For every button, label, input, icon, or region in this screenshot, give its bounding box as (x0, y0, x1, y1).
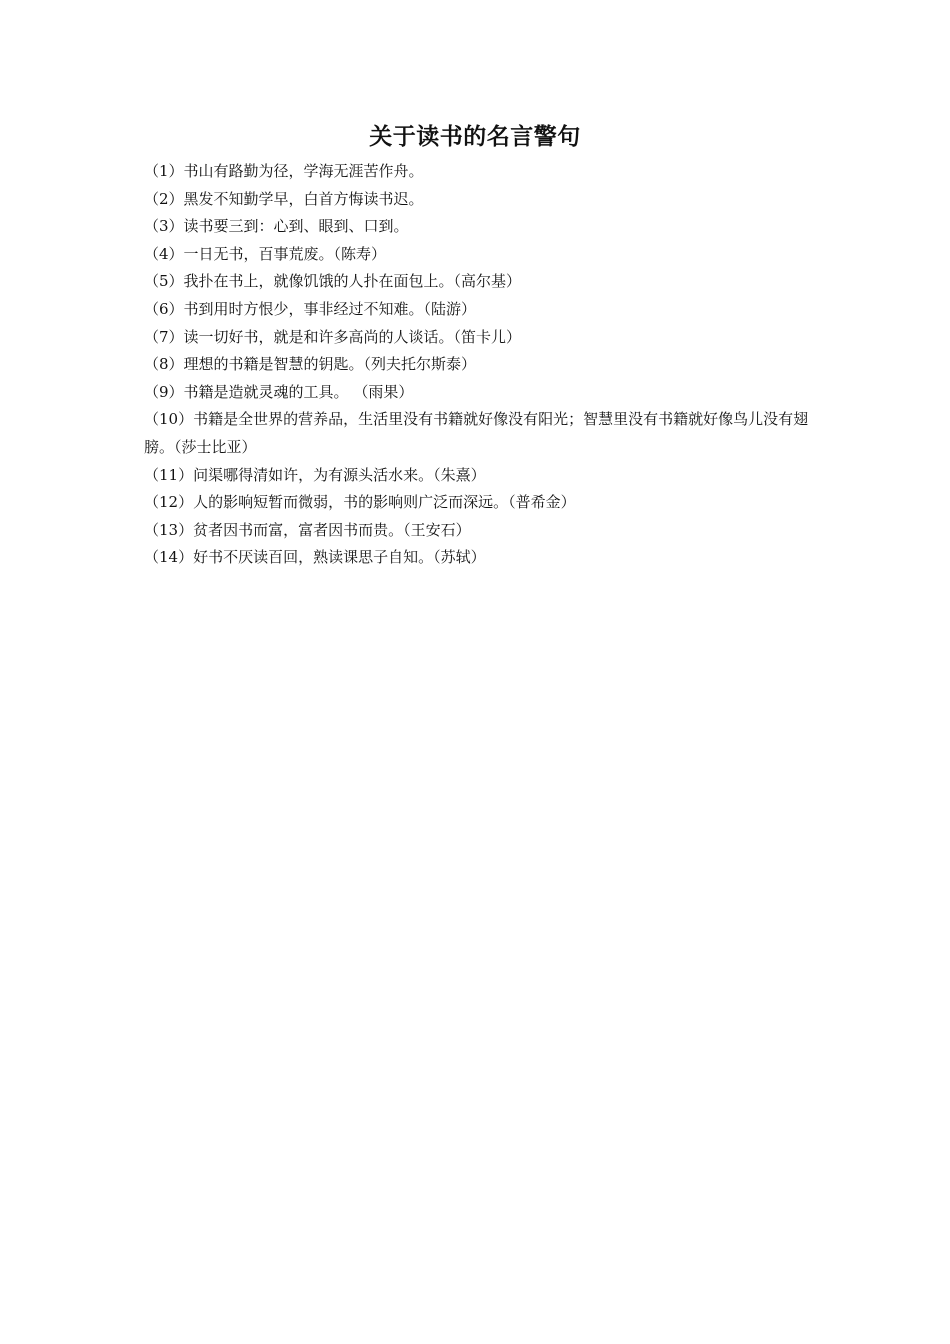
list-item: （2）黑发不知勤学早，白首方悔读书迟。 (144, 189, 424, 208)
list-item: （14）好书不厌读百回，熟读课思子自知。（苏轼） (144, 548, 486, 567)
list-item: （5）我扑在书上，就像饥饿的人扑在面包上。（高尔基） (144, 272, 522, 291)
list-item: （7）读一切好书，就是和许多高尚的人谈话。（笛卡儿） (144, 327, 522, 346)
list-item: （6）书到用时方恨少，事非经过不知难。（陆游） (144, 299, 477, 318)
list-item: （12）人的影响短暂而微弱，书的影响则广泛而深远。（普希金） (144, 493, 576, 512)
list-item: （11）问渠哪得清如许，为有源头活水来。（朱熹） (144, 465, 486, 484)
quote-list (144, 158, 812, 572)
list-item: （9）书籍是造就灵魂的工具。 （雨果） (144, 382, 414, 401)
list-item: （3）读书要三到：心到、眼到、口到。 (144, 217, 409, 236)
list-item: （10）书籍是全世界的营养品，生活里没有书籍就好像没有阳光；智慧里没有书籍就好像鸟儿没有翅膀。（莎士比亚） (144, 410, 809, 456)
list-item: （8）理想的书籍是智慧的钥匙。（列夫托尔斯泰） (144, 355, 477, 374)
list-item: （1）书山有路勤为径，学海无涯苦作舟。 (144, 162, 424, 180)
list-item: （13）贫者因书而富，富者因书而贵。（王安石） (144, 520, 471, 539)
page-title: 关于读书的名言警句 (369, 124, 581, 150)
list-item: （4）一日无书，百事荒废。（陈寿） (144, 244, 387, 263)
